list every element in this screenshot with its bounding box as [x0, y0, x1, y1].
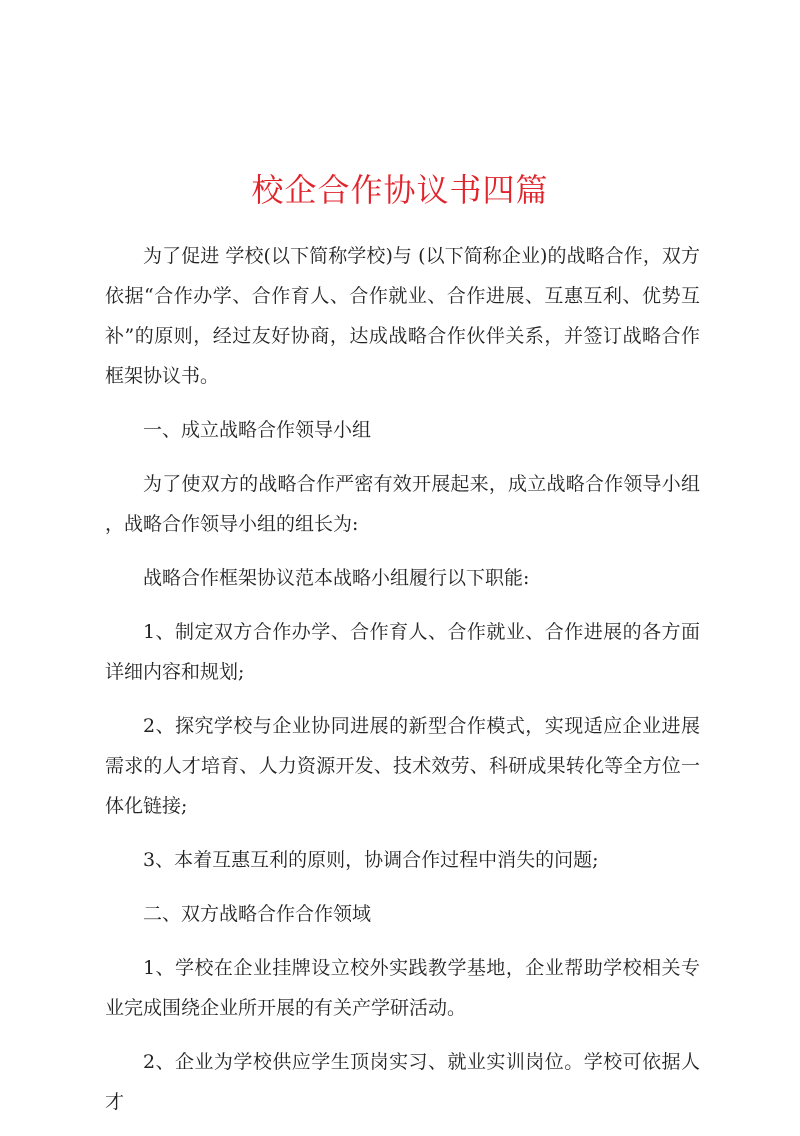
section-heading-2: 二、双方战略合作合作领域: [143, 903, 372, 925]
paragraph-leadership-group: 为了使双方的战略合作严密有效开展起来，成立战略合作领导小组，战略合作领导小组的组长为:: [105, 473, 700, 535]
list-item-function-2: 2、探究学校与企业协同进展的新型合作模式，实现适应企业进展需求的人才培育、人力资源开发、技术效劳、科研成果转化等全方位一体化链接;: [105, 715, 700, 817]
list-item-field-1: 1、学校在企业挂牌设立校外实践教学基地，企业帮助学校相关专业完成围绕企业所开展的有关产学研活动。: [105, 957, 700, 1019]
list-item-function-1: 1、制定双方合作办学、合作育人、合作就业、合作进展的各方面详细内容和规划;: [105, 621, 700, 683]
list-item-field-2: 2、企业为学校供应学生顶岗实习、就业实训岗位。学校可依据人才: [105, 1051, 700, 1113]
document-title: 校企合作协议书四篇: [251, 171, 549, 209]
list-item-function-3: 3、本着互惠互利的原则，协调合作过程中消失的问题;: [143, 849, 599, 871]
section-heading-1: 一、成立战略合作领导小组: [143, 419, 372, 441]
paragraph-intro: 为了促进 学校(以下简称学校)与 (以下简称企业)的战略合作，双方依据“合作办学、合作育人、合作就业、合作进展、互惠互利、优势互补”的原则，经过友好协商，达成战略合作伙伴关系，并签订战略合作框架协议书。: [105, 245, 700, 387]
document-body: [105, 236, 700, 1136]
paragraph-functions-intro: 战略合作框架协议范本战略小组履行以下职能:: [143, 567, 530, 589]
